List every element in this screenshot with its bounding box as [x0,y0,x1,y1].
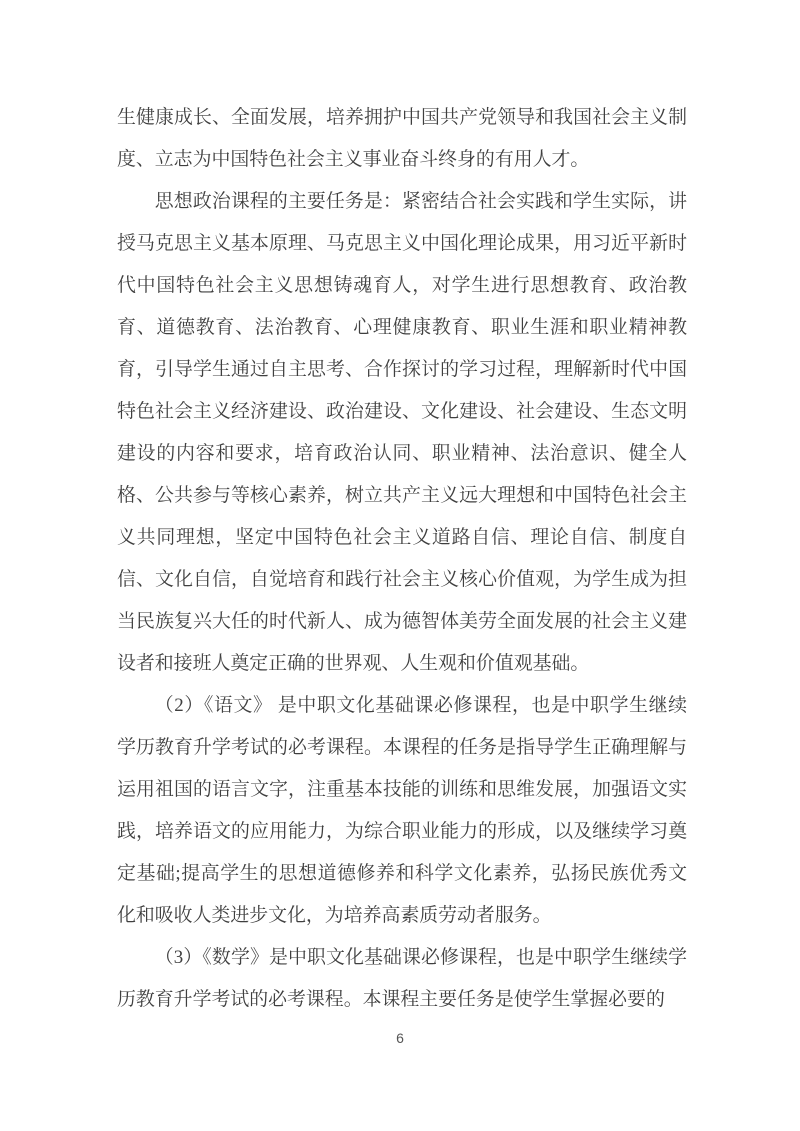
paragraph-politics-course-tasks: 思想政治课程的主要任务是：紧密结合社会实践和学生实际，讲授马克思主义基本原理、马克思主义中国化理论成果，用习近平新时代中国特色社会主义思想铸魂育人，对学生进行思想教育、政治教育、道德教育、法治教育、心理健康教育、职业生涯和职业精神教育，引导学生通过自主思考、合作探讨的学习过程，理解新时代中国特色社会主义经济建设、政治建设、文化建设、社会建设、生态文明建设的内容和要求，培育政治认同、职业精神、法治意识、健全人格、公共参与等核心素养，树立共产主义远大理想和中国特色社会主义共同理想，坚定中国特色社会主义道路自信、理论自信、制度自信、文化自信，自觉培育和践行社会主义核心价值观，为学生成为担当民族复兴大任的时代新人、成为德智体美劳全面发展的社会主义建设者和接班人奠定正确的世界观、人生观和价值观基础。 [117,191,687,674]
paragraph-chinese-course: （2）《语文》 是中职文化基础课必修课程，也是中职学生继续学历教育升学考试的必考课程。本课程的任务是指导学生正确理解与运用祖国的语言文字，注重基本技能的训练和思维发展，加强语文实践，培养语文的应用能力，为综合职业能力的形成，以及继续学习奠定基础;提高学生的思想道德修养和科学文化素养，弘扬民族优秀文化和吸收人类进步文化，为培养高素质劳动者服务。 [117,695,687,926]
page-footer [0,1028,800,1048]
paragraph-continuation: 生健康成长、全面发展，培养拥护中国共产党领导和我国社会主义制度、立志为中国特色社会主义事业奋斗终身的有用人才。 [117,107,687,170]
page-body-text [117,97,687,1021]
paragraph-math-course: （3）《数学》是中职文化基础课必修课程，也是中职学生继续学历教育升学考试的必考课程。本课程主要任务是使学生掌握必要的 [117,947,687,1010]
page-number: 6 [396,1030,404,1046]
